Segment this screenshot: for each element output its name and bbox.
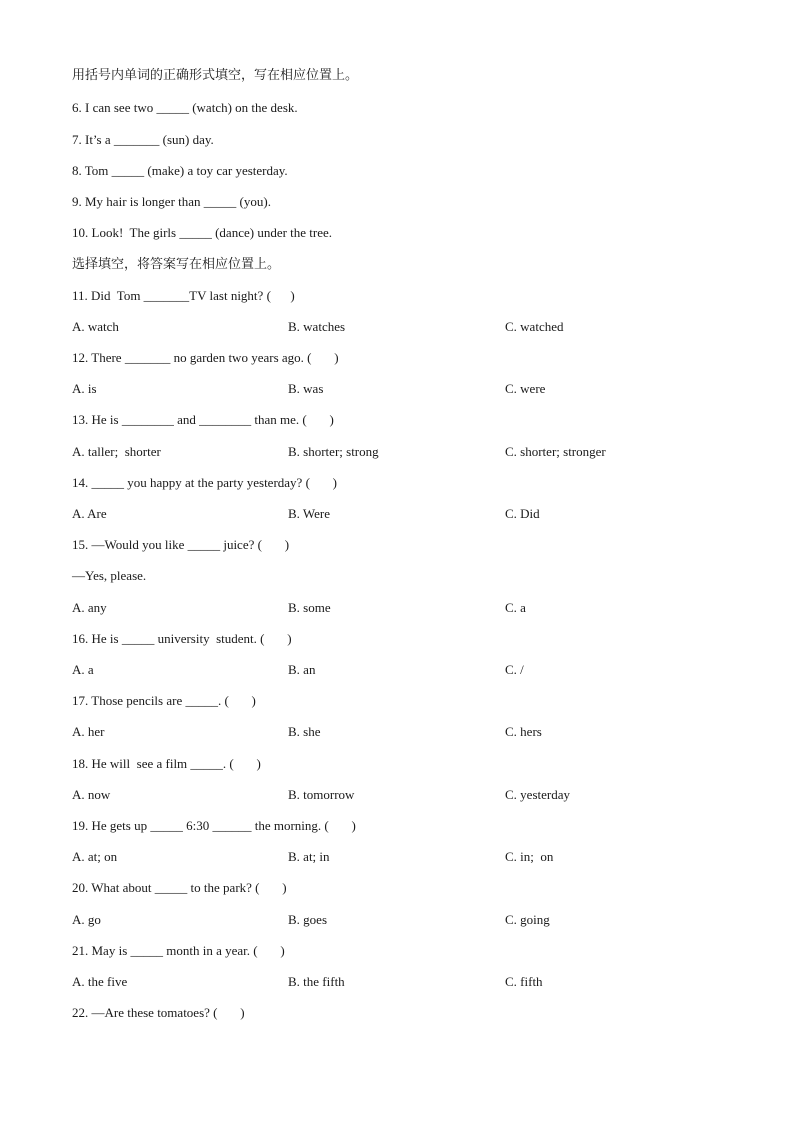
q18-option-a: A. now <box>72 787 111 802</box>
q18-option-c: C. yesterday <box>505 787 570 802</box>
section-heading-multiple-choice: 选择填空，将答案写在相应位置上。 <box>72 257 281 272</box>
q19-option-c: C. in; on <box>505 849 554 864</box>
q13-option-b: B. shorter; strong <box>288 444 379 459</box>
question-11: 11. Did Tom _______TV last night? ( ) <box>72 288 295 303</box>
q17-option-c: C. hers <box>505 724 542 739</box>
question-22: 22. —Are these tomatoes? ( ) <box>72 1005 245 1020</box>
question-6: 6. I can see two _____ (watch) on the desk. <box>72 100 298 115</box>
section-heading-fill-in: 用括号内单词的正确形式填空，写在相应位置上。 <box>72 68 359 83</box>
q16-option-b: B. an <box>288 662 316 677</box>
question-21: 21. May is _____ month in a year. ( ) <box>72 943 285 958</box>
q11-option-a: A. watch <box>72 319 119 334</box>
q21-option-b: B. the fifth <box>288 974 345 989</box>
question-8: 8. Tom _____ (make) a toy car yesterday. <box>72 163 288 178</box>
question-19: 19. He gets up _____ 6:30 ______ the morning. ( ) <box>72 818 356 833</box>
question-10: 10. Look! The girls _____ (dance) under the tree. <box>72 225 333 240</box>
q14-option-c: C. Did <box>505 506 540 521</box>
question-17: 17. Those pencils are _____. ( ) <box>72 693 256 708</box>
q18-option-b: B. tomorrow <box>288 787 355 802</box>
q11-option-b: B. watches <box>288 319 346 334</box>
q17-option-a: A. her <box>72 724 105 739</box>
q21-option-a: A. the five <box>72 974 128 989</box>
q19-option-b: B. at; in <box>288 849 330 864</box>
q19-option-a: A. at; on <box>72 849 118 864</box>
question-14: 14. _____ you happy at the party yesterday? ( ) <box>72 475 337 490</box>
q16-option-c: C. / <box>505 662 524 677</box>
q15-option-a: A. any <box>72 600 107 615</box>
q17-option-b: B. she <box>288 724 321 739</box>
question-15: 15. —Would you like _____ juice? ( ) <box>72 537 290 552</box>
question-13: 13. He is ________ and ________ than me. ( ) <box>72 412 334 427</box>
question-16: 16. He is _____ university student. ( ) <box>72 631 292 646</box>
question-15-reply: —Yes, please. <box>72 568 147 583</box>
q20-option-a: A. go <box>72 912 101 927</box>
q20-option-c: C. going <box>505 912 550 927</box>
q14-option-a: A. Are <box>72 506 107 521</box>
q15-option-c: C. a <box>505 600 526 615</box>
q12-option-b: B. was <box>288 381 324 396</box>
q21-option-c: C. fifth <box>505 974 543 989</box>
q12-option-c: C. were <box>505 381 546 396</box>
q14-option-b: B. Were <box>288 506 331 521</box>
q11-option-c: C. watched <box>505 319 564 334</box>
q16-option-a: A. a <box>72 662 94 677</box>
q13-option-c: C. shorter; stronger <box>505 444 606 459</box>
question-9: 9. My hair is longer than _____ (you). <box>72 194 271 209</box>
q15-option-b: B. some <box>288 600 331 615</box>
q20-option-b: B. goes <box>288 912 327 927</box>
question-7: 7. It’s a _______ (sun) day. <box>72 132 214 147</box>
question-18: 18. He will see a film _____. ( ) <box>72 756 261 771</box>
question-12: 12. There _______ no garden two years ago. ( ) <box>72 350 339 365</box>
q13-option-a: A. taller; shorter <box>72 444 161 459</box>
question-20: 20. What about _____ to the park? ( ) <box>72 880 287 895</box>
q12-option-a: A. is <box>72 381 97 396</box>
